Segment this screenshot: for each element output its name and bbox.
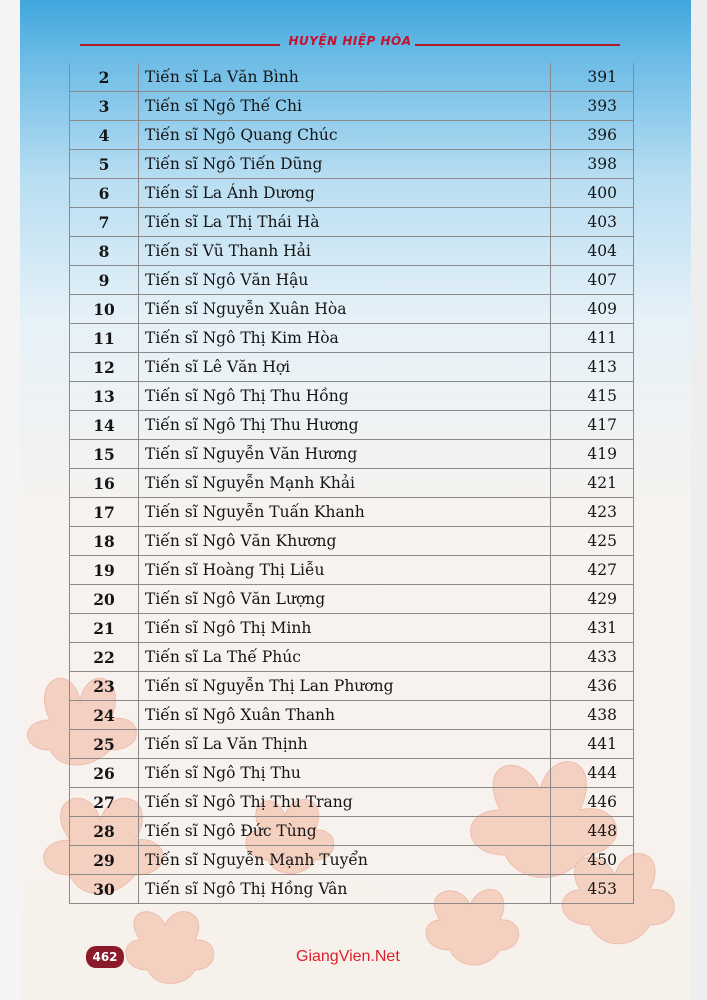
entry-number: 7 [70,208,139,237]
entry-page: 444 [551,759,634,788]
entry-page: 393 [551,92,634,121]
entry-number: 5 [70,150,139,179]
entry-number: 25 [70,730,139,759]
entry-name: Tiến sĩ Ngô Văn Lượng [139,585,551,614]
entry-number: 30 [70,875,139,904]
entry-page: 425 [551,527,634,556]
entry-name: Tiến sĩ Ngô Văn Hậu [139,266,551,295]
table-row [70,672,634,701]
table-row [70,411,634,440]
entry-name: Tiến sĩ Ngô Thị Thu Trang [139,788,551,817]
entry-number: 14 [70,411,139,440]
entry-number: 6 [70,179,139,208]
entry-page: 413 [551,353,634,382]
watermark-text: GiangVien.Net [296,948,400,965]
entry-page: 404 [551,237,634,266]
table-row [70,556,634,585]
table-row [70,759,634,788]
entry-name: Tiến sĩ La Văn Thịnh [139,730,551,759]
page-left-edge [0,0,20,1000]
entry-number: 27 [70,788,139,817]
entry-number: 16 [70,469,139,498]
table-row [70,498,634,527]
entry-name: Tiến sĩ Ngô Đức Tùng [139,817,551,846]
entry-number: 12 [70,353,139,382]
entry-number: 4 [70,121,139,150]
entry-number: 24 [70,701,139,730]
entry-number: 21 [70,614,139,643]
entry-number: 28 [70,817,139,846]
table-row [70,121,634,150]
entry-name: Tiến sĩ Ngô Thị Thu [139,759,551,788]
entry-name: Tiến sĩ Ngô Thị Thu Hồng [139,382,551,411]
entry-name: Tiến sĩ Ngô Quang Chúc [139,121,551,150]
page-right-edge [691,0,707,1000]
entry-number: 8 [70,237,139,266]
entry-page: 427 [551,556,634,585]
entry-name: Tiến sĩ Ngô Thế Chi [139,92,551,121]
table-row [70,527,634,556]
header-rule-right [415,44,620,46]
entry-name: Tiến sĩ Nguyễn Văn Hương [139,440,551,469]
entry-page: 433 [551,643,634,672]
entry-number: 20 [70,585,139,614]
entry-number: 3 [70,92,139,121]
entry-name: Tiến sĩ Vũ Thanh Hải [139,237,551,266]
entry-number: 18 [70,527,139,556]
entry-name: Tiến sĩ La Thị Thái Hà [139,208,551,237]
entry-number: 15 [70,440,139,469]
table-row [70,701,634,730]
table-row [70,382,634,411]
table-row [70,353,634,382]
entry-name: Tiến sĩ Ngô Thị Minh [139,614,551,643]
entry-name: Tiến sĩ Nguyễn Xuân Hòa [139,295,551,324]
table-row [70,614,634,643]
entry-page: 391 [551,63,634,92]
entry-name: Tiến sĩ La Ánh Dương [139,179,551,208]
table-row [70,469,634,498]
entry-name: Tiến sĩ Ngô Thị Kim Hòa [139,324,551,353]
entry-page: 421 [551,469,634,498]
entry-page: 407 [551,266,634,295]
entry-page: 450 [551,846,634,875]
entry-name: Tiến sĩ Ngô Thị Thu Hương [139,411,551,440]
entry-page: 411 [551,324,634,353]
table-row [70,440,634,469]
entry-number: 19 [70,556,139,585]
entry-number: 13 [70,382,139,411]
table-row [70,237,634,266]
entry-name: Tiến sĩ Nguyễn Mạnh Tuyển [139,846,551,875]
entry-name: Tiến sĩ La Thế Phúc [139,643,551,672]
entry-page: 423 [551,498,634,527]
entry-name: Tiến sĩ Lê Văn Hợi [139,353,551,382]
table-row [70,643,634,672]
entry-page: 448 [551,817,634,846]
entry-name: Tiến sĩ Ngô Thị Hồng Vân [139,875,551,904]
entry-name: Tiến sĩ La Văn Bình [139,63,551,92]
table-row [70,150,634,179]
entry-number: 17 [70,498,139,527]
entry-name: Tiến sĩ Nguyễn Tuấn Khanh [139,498,551,527]
table-row [70,730,634,759]
entry-name: Tiến sĩ Nguyễn Thị Lan Phương [139,672,551,701]
running-header [80,34,620,54]
table-row [70,295,634,324]
entry-name: Tiến sĩ Ngô Tiến Dũng [139,150,551,179]
entry-page: 446 [551,788,634,817]
entry-number: 23 [70,672,139,701]
entry-page: 441 [551,730,634,759]
entry-page: 436 [551,672,634,701]
table-row [70,788,634,817]
entry-number: 9 [70,266,139,295]
page-number-badge: 462 [86,946,124,968]
entry-page: 403 [551,208,634,237]
entry-page: 415 [551,382,634,411]
table-of-contents [69,63,634,904]
table-row [70,179,634,208]
entry-page: 429 [551,585,634,614]
entry-page: 419 [551,440,634,469]
table-row [70,266,634,295]
table-row [70,846,634,875]
table-row [70,208,634,237]
entry-page: 438 [551,701,634,730]
entry-number: 11 [70,324,139,353]
table-row [70,585,634,614]
entry-page: 409 [551,295,634,324]
table-row [70,324,634,353]
table-row [70,63,634,92]
entry-number: 29 [70,846,139,875]
table-row [70,92,634,121]
entry-number: 26 [70,759,139,788]
entry-page: 453 [551,875,634,904]
table-row [70,817,634,846]
entry-page: 398 [551,150,634,179]
header-rule-left [80,44,280,46]
entry-number: 22 [70,643,139,672]
entry-name: Tiến sĩ Hoàng Thị Liễu [139,556,551,585]
entry-name: Tiến sĩ Nguyễn Mạnh Khải [139,469,551,498]
table-row [70,875,634,904]
entry-page: 396 [551,121,634,150]
entry-page: 400 [551,179,634,208]
entry-number: 10 [70,295,139,324]
entry-name: Tiến sĩ Ngô Xuân Thanh [139,701,551,730]
entry-page: 431 [551,614,634,643]
header-title: HUYỆN HIỆP HÒA [288,34,412,48]
entry-number: 2 [70,63,139,92]
entry-name: Tiến sĩ Ngô Văn Khương [139,527,551,556]
entry-page: 417 [551,411,634,440]
